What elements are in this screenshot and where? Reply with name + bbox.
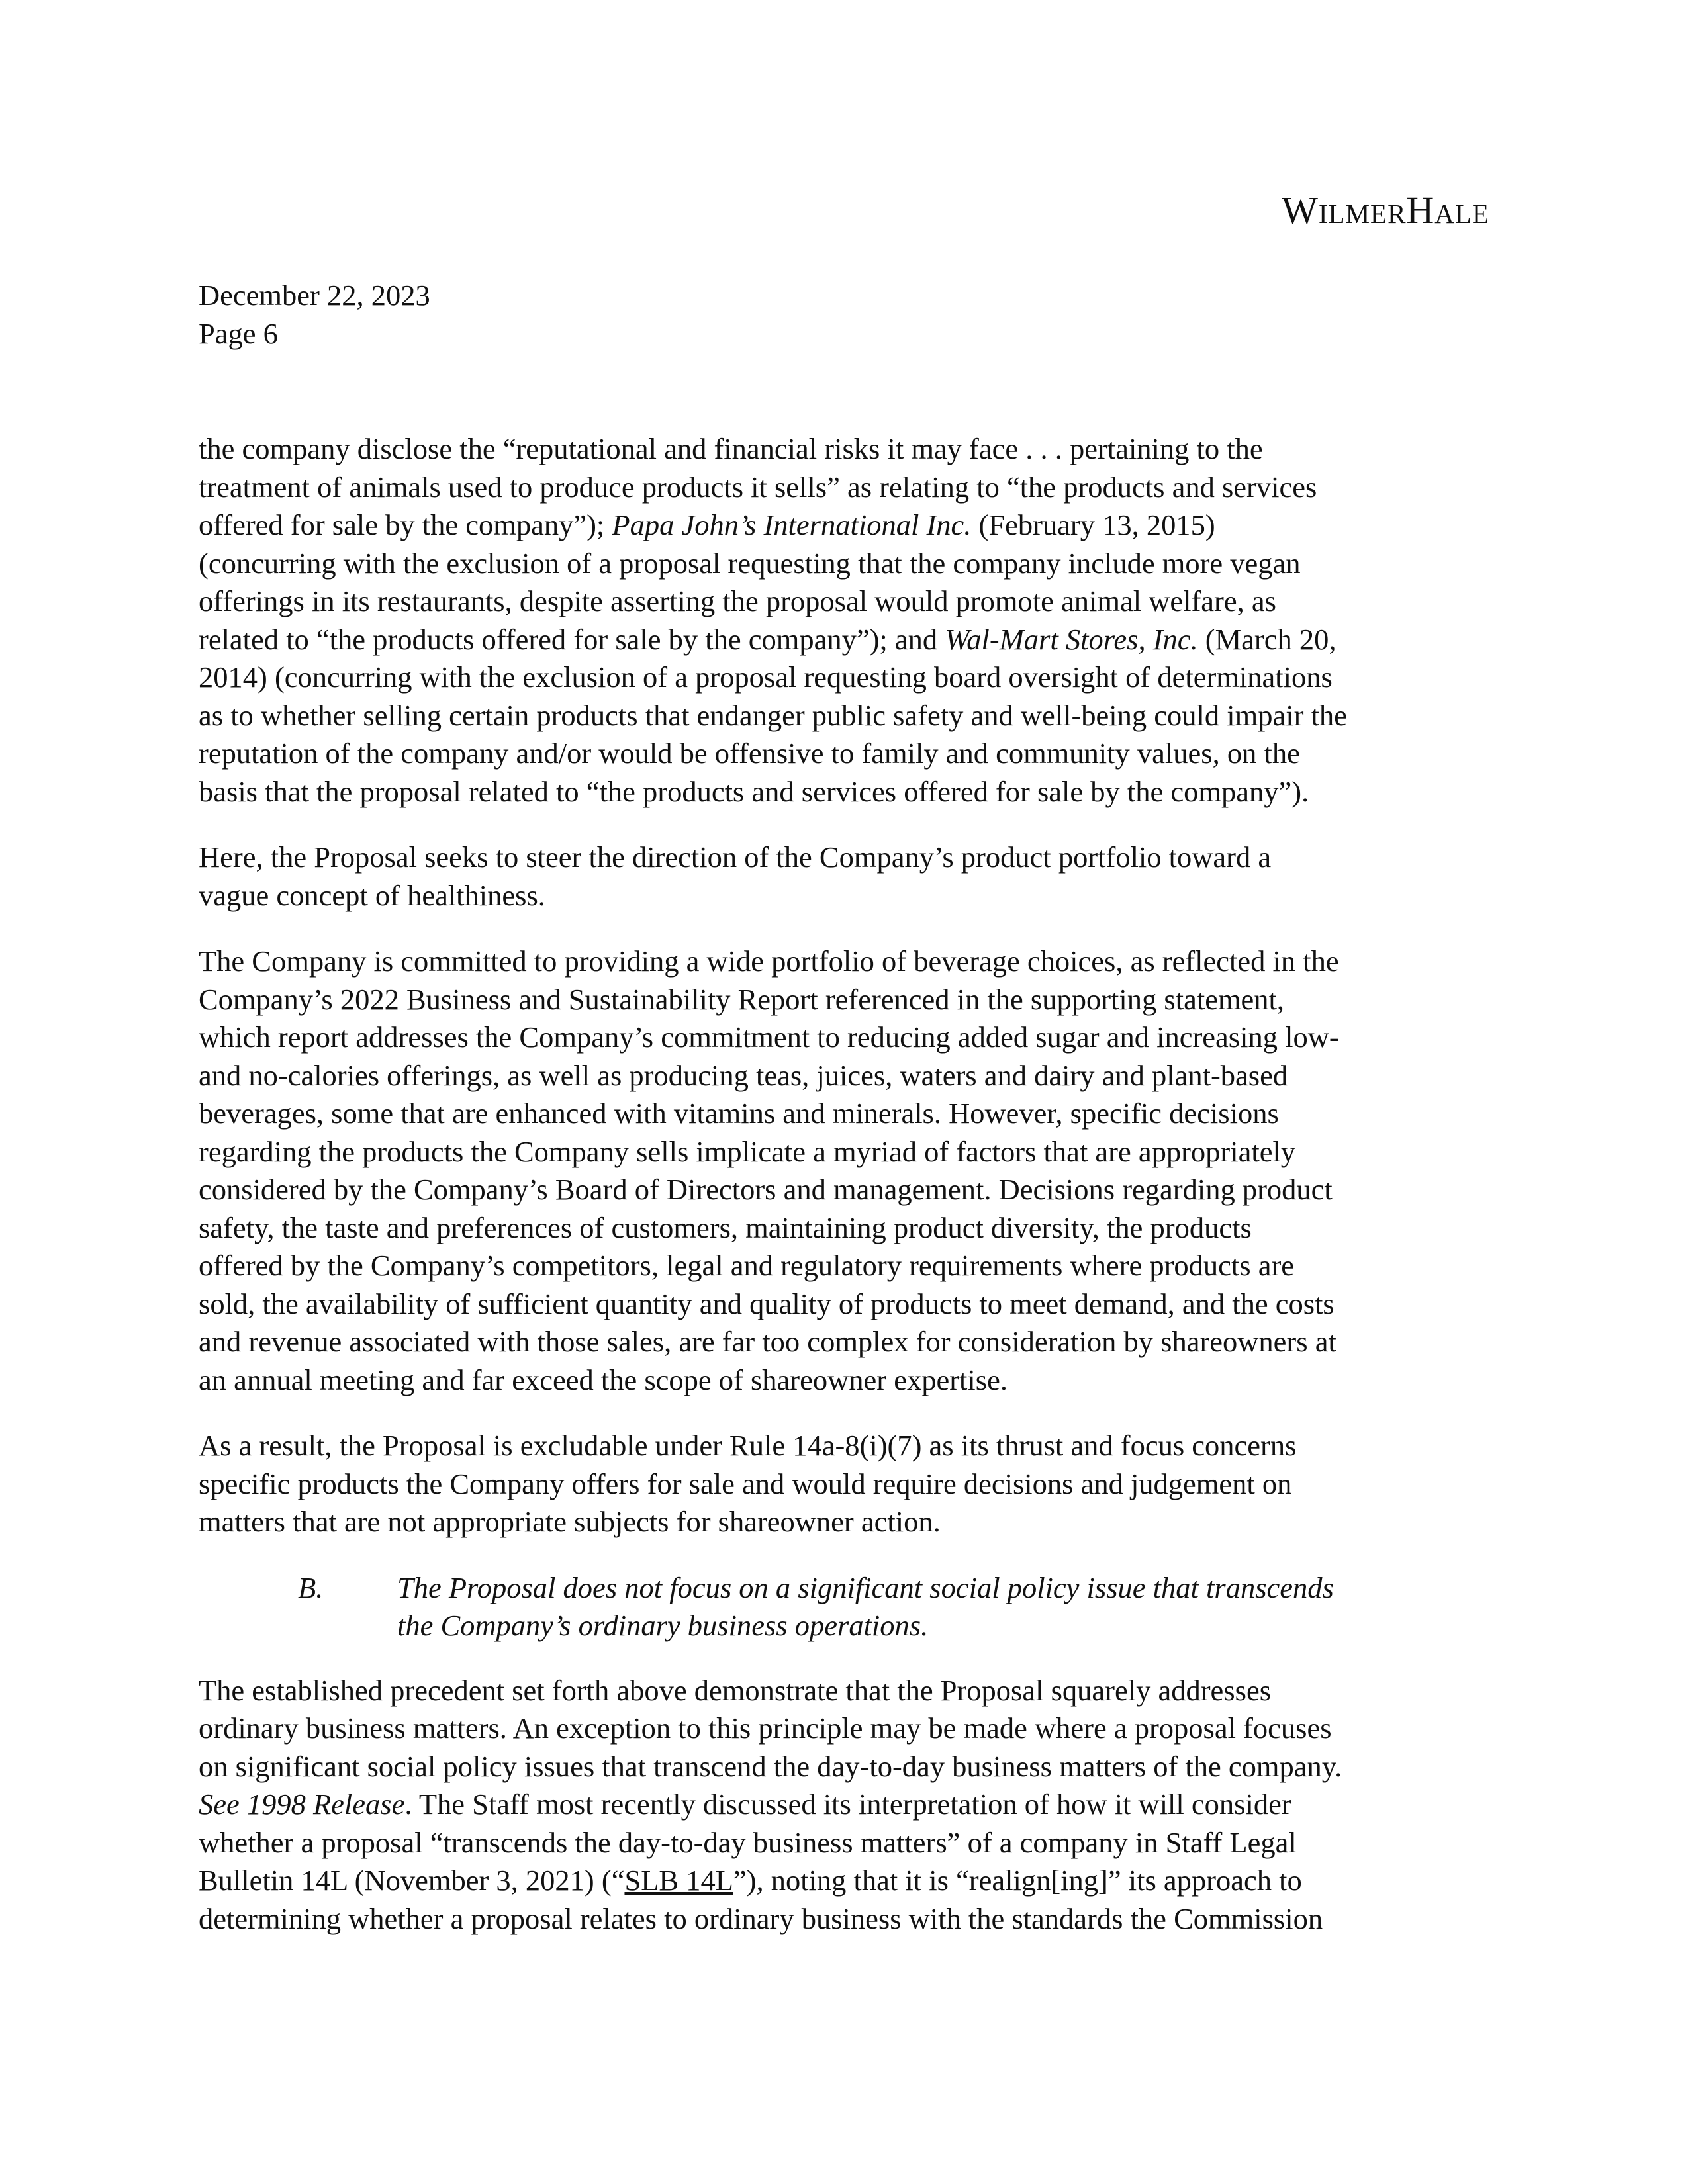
citation-1998-release: See 1998 Release (199, 1788, 405, 1821)
text-line: offered for sale by the company”); (199, 508, 612, 541)
paragraph-precedents (199, 430, 1496, 811)
text-line: offerings in its restaurants, despite asserting the proposal would promote animal welfare, as (199, 584, 1276, 617)
text-line: vague concept of healthiness. (199, 878, 545, 912)
text-line: on significant social policy issues that transcend the day-to-day business matters of the company. (199, 1749, 1342, 1783)
text-line: Company’s 2022 Business and Sustainability Report referenced in the supporting statement, (199, 982, 1285, 1016)
text-line: The established precedent set forth above demonstrate that the Proposal squarely addresses (199, 1673, 1272, 1707)
section-title (397, 1569, 1496, 1645)
text-line: matters that are not appropriate subjects for shareowner action. (199, 1505, 941, 1538)
case-name-wal-mart: Wal-Mart Stores, Inc. (945, 622, 1198, 656)
text-line: whether a proposal “transcends the day-to-day business matters” of a company in Staff Legal (199, 1825, 1297, 1859)
case-name-papa-johns: Papa John’s International Inc. (612, 508, 972, 541)
text-line: As a result, the Proposal is excludable under Rule 14a-8(i)(7) as its thrust and focus concerns (199, 1429, 1297, 1462)
letter-date: December 22, 2023 (199, 279, 430, 312)
text-line: basis that the proposal related to “the products and services offered for sale by the company”). (199, 774, 1309, 808)
section-heading-b (199, 1569, 1496, 1645)
text-line: (concurring with the exclusion of a proposal requesting that the company include more vegan (199, 546, 1301, 580)
text-line: treatment of animals used to produce products it sells” as relating to “the products and services (199, 470, 1317, 504)
text-line: an annual meeting and far exceed the scope of shareowner expertise. (199, 1363, 1008, 1396)
text-line: considered by the Company’s Board of Directors and management. Decisions regarding product (199, 1173, 1333, 1206)
text-line: specific products the Company offers for sale and would require decisions and judgement on (199, 1467, 1292, 1500)
text-line: which report addresses the Company’s commitment to reducing added sugar and increasing low- (199, 1021, 1339, 1054)
paragraph-proposal-direction (199, 839, 1496, 915)
text-line: (February 13, 2015) (971, 508, 1215, 541)
paragraph-conclusion (199, 1427, 1496, 1541)
text-line: as to whether selling certain products that endanger public safety and well-being could impair the (199, 698, 1347, 732)
letter-body (199, 430, 1496, 1966)
text-line: and revenue associated with those sales, are far too complex for consideration by shareowners at (199, 1325, 1336, 1358)
text-line: Bulletin 14L (November 3, 2021) (“ (199, 1864, 625, 1897)
text-line: offered by the Company’s competitors, legal and regulatory requirements where products are (199, 1249, 1295, 1282)
text-line: related to “the products offered for sale by the company”); and (199, 622, 945, 656)
text-line: reputation of the company and/or would be offensive to family and community values, on the (199, 737, 1300, 770)
wilmerhale-logo: WilmerHale (1282, 189, 1489, 232)
text-line: the company disclose the “reputational and financial risks it may face . . . pertaining to the (199, 432, 1263, 465)
text-line: determining whether a proposal relates to ordinary business with the standards the Commission (199, 1901, 1323, 1935)
text-line: regarding the products the Company sells implicate a myriad of factors that are appropriately (199, 1134, 1296, 1168)
text-line: The Proposal does not focus on a significant social policy issue that transcends (397, 1570, 1334, 1604)
text-line: Here, the Proposal seeks to steer the direction of the Company’s product portfolio toward a (199, 841, 1272, 874)
section-letter: B. (298, 1570, 324, 1604)
text-line: beverages, some that are enhanced with vitamins and minerals. However, specific decisions (199, 1097, 1279, 1130)
text-line: ordinary business matters. An exception to this principle may be made where a proposal focuses (199, 1711, 1332, 1745)
text-line: 2014) (concurring with the exclusion of a proposal requesting board oversight of determinations (199, 660, 1333, 694)
text-line: the Company’s ordinary business operations. (397, 1609, 929, 1642)
text-line: ”), noting that it is “realign[ing]” its approach to (733, 1864, 1302, 1897)
defined-term-slb-14l: SLB 14L (624, 1864, 733, 1897)
text-line: (March 20, (1197, 622, 1336, 656)
text-line: safety, the taste and preferences of customers, maintaining product diversity, the products (199, 1210, 1252, 1244)
paragraph-precedent-analysis (199, 1672, 1496, 1938)
paragraph-company-commitment (199, 942, 1496, 1399)
text-line: and no-calories offerings, as well as producing teas, juices, waters and dairy and plant-based (199, 1058, 1288, 1092)
text-line: sold, the availability of sufficient quantity and quality of products to meet demand, and the costs (199, 1287, 1335, 1320)
letter-header (199, 277, 1456, 353)
page-number: Page 6 (199, 316, 278, 350)
text-line: . The Staff most recently discussed its interpretation of how it will consider (404, 1788, 1291, 1821)
text-line: The Company is committed to providing a wide portfolio of beverage choices, as reflected in the (199, 944, 1339, 978)
